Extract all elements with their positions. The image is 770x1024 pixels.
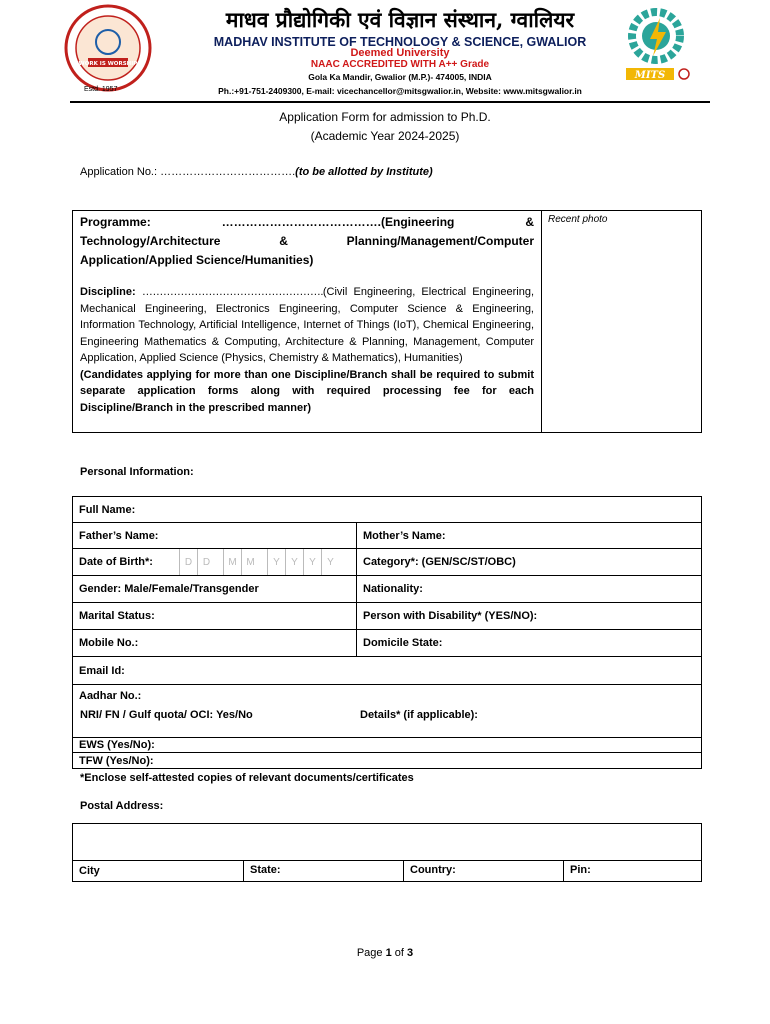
city-field[interactable]: City [79,865,100,877]
page-prefix: Page [356,947,386,959]
ews-field[interactable]: EWS (Yes/No): [72,737,702,753]
institute-name-english: MADHAV INSTITUTE OF TECHNOLOGY & SCIENCE, GWALIOR [213,35,587,49]
photo-divider [541,210,542,433]
discipline-field[interactable] [80,284,534,416]
photo-label: Recent photo [548,214,608,225]
logo-motto: WORK IS WORSHIP [78,61,138,67]
mobile-field[interactable]: Mobile No.: [72,629,357,657]
postal-address-field[interactable] [72,823,702,861]
discipline-options: (Civil Engineering, Electrical Engineering, Mechanical Engineering, Electronics Engineering, Computer Science & Engineering, Information Technology, Artificial Intelligence, Internet of Things (IoT), Chemical Engineering, Engineering Mathematics & Computing, Architecture & Planning, Management, Computer Application, Applied Science (Physics, Chemistry & Mathematics), Humanities) [80,286,535,364]
page-current: 1 [385,947,392,959]
logo-estd: Estd. 1957 [84,86,118,93]
full-name-field[interactable]: Full Name: [72,496,702,523]
mothers-name-field[interactable]: Mother’s Name: [356,522,702,549]
dob-field[interactable] [72,548,357,576]
form-title: Application Form for admission to Ph.D. [279,110,491,124]
email-field[interactable]: Email Id: [72,656,702,685]
programme-field[interactable] [80,213,534,270]
marital-status-field[interactable]: Marital Status: [72,602,357,630]
page-number [0,947,770,959]
enclose-note: *Enclose self-attested copies of relevant documents/certificates [80,772,414,784]
country-field[interactable]: Country: [410,864,456,876]
tfw-field[interactable]: TFW (Yes/No): [72,752,702,769]
personal-info-heading: Personal Information: [80,466,194,478]
nri-details-field[interactable]: Details* (if applicable): [360,709,478,721]
dob-box-y4[interactable]: Y [321,549,339,575]
academic-year: (Academic Year 2024-2025) [310,129,460,143]
page-total: 3 [407,947,414,959]
application-no-label: Application No.: ………………………………. [80,166,296,178]
dob-box-d1[interactable]: D [179,549,197,575]
institute-name-hindi: माधव प्रौद्योगिकी एवं विज्ञान संस्थान, ग्वालियर [225,7,575,32]
dob-box-m2[interactable]: M [241,549,259,575]
institute-address: Gola Ka Mandir, Gwalior (M.P.)- 474005, INDIA [308,72,492,82]
mits-logo-right [620,6,695,86]
dob-box-d2[interactable]: D [197,549,215,575]
nationality-field[interactable]: Nationality: [356,575,702,603]
dob-box-m1[interactable]: M [223,549,241,575]
postal-divider-3 [563,860,564,882]
application-no-note: (to be allotted by Institute) [295,166,433,178]
institute-contact: Ph.:+91-751-2409300, E-mail: vicechancellor@mitsgwalior.in, Website: www.mitsgwalior.in [218,86,582,96]
dob-box-y3[interactable]: Y [303,549,321,575]
gender-field[interactable]: Gender: Male/Female/Transgender [72,575,357,603]
dob-boxes[interactable] [179,549,357,575]
postal-details-row [72,860,702,882]
naac-accreditation: NAAC ACCREDITED WITH A++ Grade [310,59,490,70]
state-field[interactable]: State: [250,864,281,876]
institute-logo-left [64,4,152,92]
discipline-dots: ……………………………………………. [141,286,323,298]
discipline-label: Discipline: [80,286,136,298]
postal-divider-1 [243,860,244,882]
domicile-field[interactable]: Domicile State: [356,629,702,657]
application-no [80,166,433,178]
pwd-field[interactable]: Person with Disability* (YES/NO): [356,602,702,630]
dob-label: Date of Birth*: [79,556,153,568]
programme-label: Programme: …………………………………. [80,215,382,229]
discipline-note: (Candidates applying for more than one Discipline/Branch shall be required to submit separate application forms along with required processing fee for each Discipline/Branch in the prescribed manner) [80,368,534,414]
nri-field[interactable]: NRI/ FN / Gulf quota/ OCI: Yes/No [80,709,253,721]
logo-mits-text: MITS [634,70,666,81]
dob-box-y1[interactable]: Y [267,549,285,575]
aadhar-field[interactable]: Aadhar No.: [79,690,142,702]
category-field[interactable]: Category*: (GEN/SC/ST/OBC) [356,548,702,576]
programme-options: (Engineering & Technology/Architecture & Planning/Management/Computer Application/Applied Science/Humanities) [80,215,534,267]
postal-divider-2 [403,860,404,882]
header-divider [70,101,710,103]
deemed-university: Deemed University [350,47,450,59]
page-of: of [391,947,408,959]
fathers-name-field[interactable]: Father’s Name: [72,522,357,549]
postal-address-heading: Postal Address: [80,800,164,812]
pin-field[interactable]: Pin: [570,864,591,876]
dob-box-y2[interactable]: Y [285,549,303,575]
